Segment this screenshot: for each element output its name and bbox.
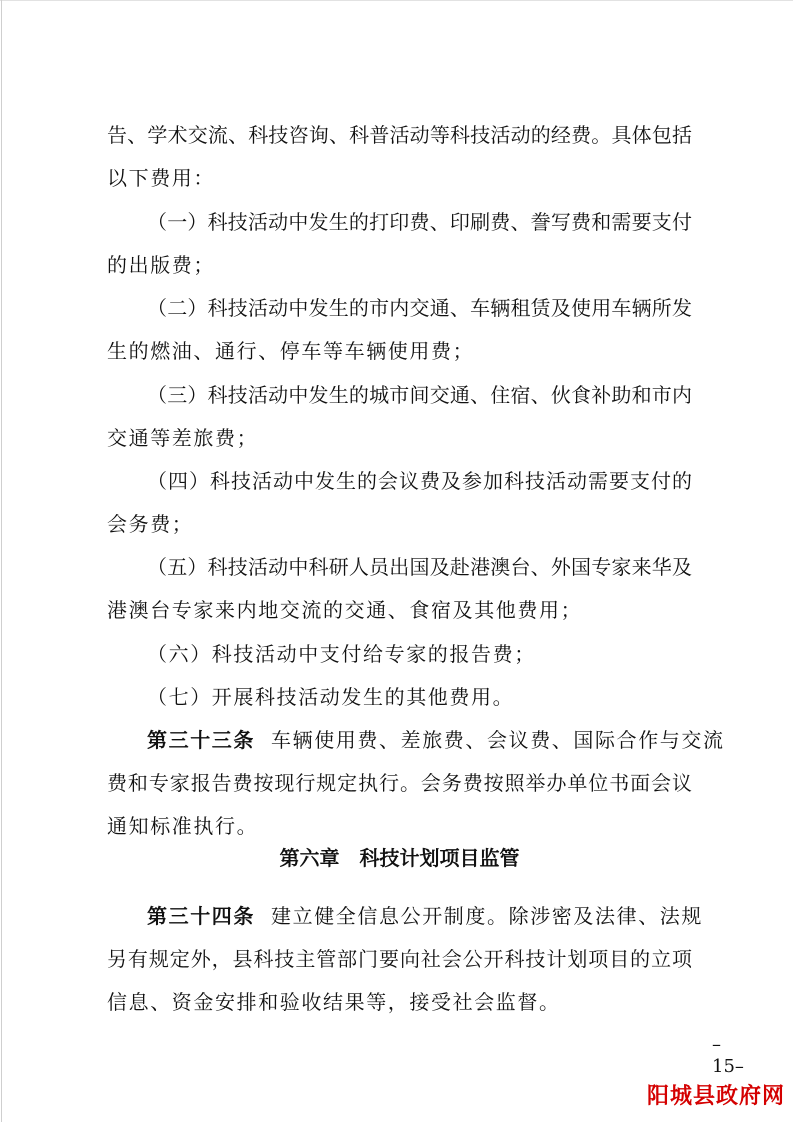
page-left-edge [1,0,2,1122]
site-watermark: 阳城县政府网 [646,1084,785,1109]
list-item-2-line: 生的燃油、通行、停车等车辆使用费； [107,339,475,363]
chapter-number: 第六章 [279,846,340,870]
list-item-7-line: （七）开展科技活动发生的其他费用。 [147,685,515,709]
list-item-4-line: （四）科技活动中发生的会议费及参加科技活动需要支付的 [147,469,692,493]
chapter-title: 科技计划项目监管 [359,846,520,870]
article-34-first-line [147,904,703,928]
article-34-line: 信息、资金安排和验收结果等，接受社会监督。 [107,990,561,1014]
list-item-3-line: （三）科技活动中发生的城市间交通、住宿、伙食补助和市内 [147,383,692,407]
list-item-5-line: （五）科技活动中科研人员出国及赴港澳台、外国专家来华及 [147,555,692,579]
chapter-heading [107,846,692,870]
article-33-label: 第三十三条 [147,728,255,752]
article-33-line: 费和专家报告费按现行规定执行。会务费按照举办单位书面会议 [107,771,692,795]
list-item-3-line: 交通等差旅费； [107,426,259,450]
article-34-line: 另有规定外，县科技主管部门要向社会公开科技计划项目的立项 [107,947,692,971]
paragraph-line: 以下费用： [107,166,215,190]
page-top-edge [0,0,793,1]
page-number: –15– [712,1034,744,1077]
list-item-4-line: 会务费； [107,512,194,536]
list-item-1-line: 的出版费； [107,253,215,277]
article-33-line: 通知标准执行。 [107,814,259,838]
article-34-text: 建立健全信息公开制度。除涉密及法律、法规 [271,904,703,928]
list-item-1-line: （一）科技活动中发生的打印费、印刷费、誊写费和需要支付 [147,210,692,234]
article-33-text: 车辆使用费、差旅费、会议费、国际合作与交流 [271,728,725,752]
list-item-5-line: 港澳台专家来内地交流的交通、食宿及其他费用； [107,598,583,622]
list-item-2-line: （二）科技活动中发生的市内交通、车辆租赁及使用车辆所发 [147,296,692,320]
paragraph-line: 告、学术交流、科技咨询、科普活动等科技活动的经费。具体包括 [107,123,692,147]
list-item-6-line: （六）科技活动中支付给专家的报告费； [147,642,536,666]
article-34-label: 第三十四条 [147,904,255,928]
article-33-first-line [147,728,725,752]
